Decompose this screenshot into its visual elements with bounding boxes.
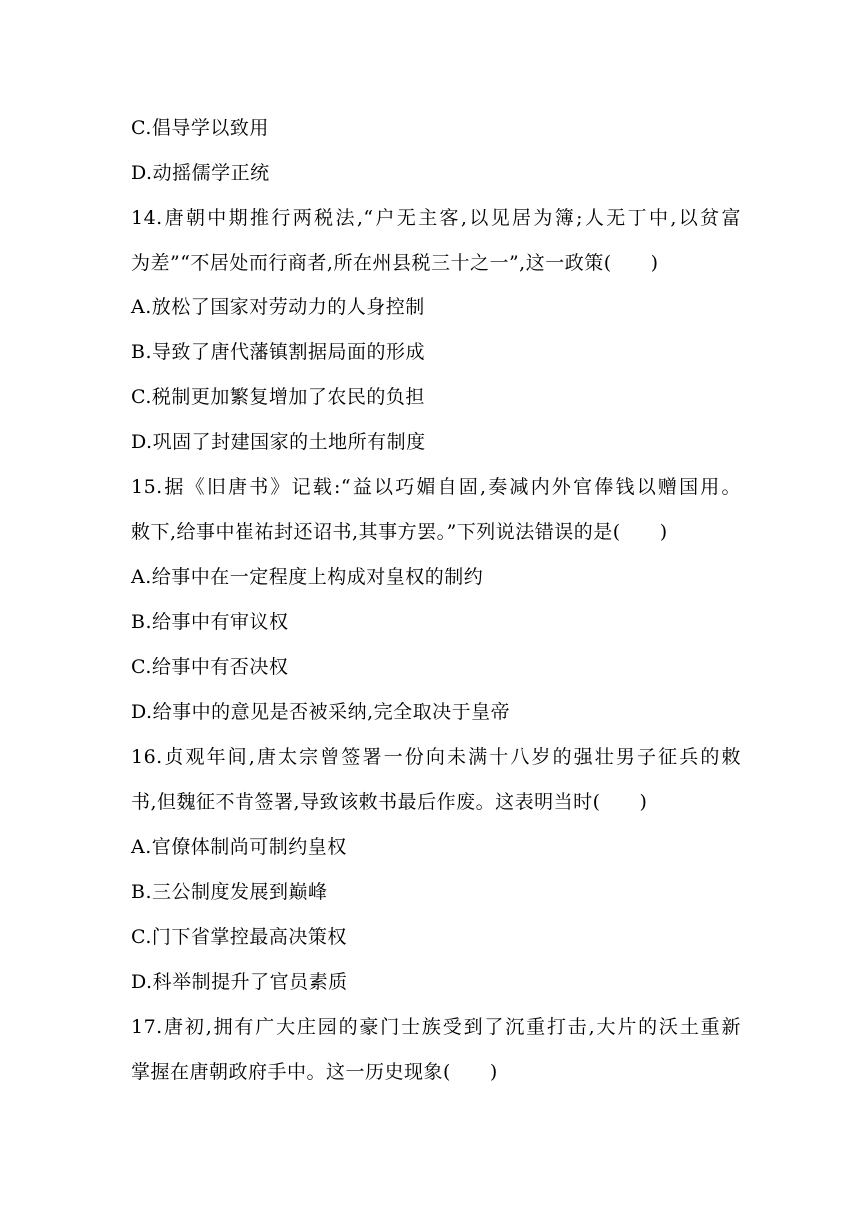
q16-option-c: C.门下省掌控最高决策权 [131,926,347,948]
q15-option-d: D.给事中的意见是否被采纳,完全取决于皇帝 [131,701,511,723]
q16-option-d: D.科举制提升了官员素质 [131,971,348,993]
q14-stem-line-2: 为差”“不居处而行商者,所在州县税三十之一”,这一政策( ) [131,252,659,274]
q16-stem-line-1: 16.贞观年间,唐太宗曾签署一份向未满十八岁的强壮男子征兵的敕 [131,746,741,768]
q13-option-d: D.动摇儒学正统 [131,162,270,184]
q14-option-d: D.巩固了封建国家的土地所有制度 [131,431,426,453]
q17-stem-line-2: 掌握在唐朝政府手中。这一历史现象( ) [131,1061,498,1083]
q14-option-b: B.导致了唐代藩镇割据局面的形成 [131,341,426,363]
q14-stem-line-1: 14.唐朝中期推行两税法,“户无主客,以见居为簿;人无丁中,以贫富 [131,207,741,229]
q17-stem-line-1: 17.唐初,拥有广大庄园的豪门士族受到了沉重打击,大片的沃土重新 [131,1016,741,1038]
q13-option-c: C.倡导学以致用 [131,117,269,139]
q16-option-a: A.官僚体制尚可制约皇权 [131,836,347,858]
q15-stem-line-2: 敕下,给事中崔祐封还诏书,其事方罢。”下列说法错误的是( ) [131,521,668,543]
q16-stem-line-2: 书,但魏征不肯签署,导致该敕书最后作废。这表明当时( ) [131,791,648,813]
q15-stem-line-1: 15.据《旧唐书》记载:“益以巧媚自固,奏减内外官俸钱以赠国用。 [131,476,741,498]
q16-option-b: B.三公制度发展到巅峰 [131,881,328,903]
q15-option-b: B.给事中有审议权 [131,611,289,633]
q15-option-c: C.给事中有否决权 [131,656,289,678]
q15-option-a: A.给事中在一定程度上构成对皇权的制约 [131,566,484,588]
q14-option-c: C.税制更加繁复增加了农民的负担 [131,386,425,408]
q14-option-a: A.放松了国家对劳动力的人身控制 [131,296,425,318]
